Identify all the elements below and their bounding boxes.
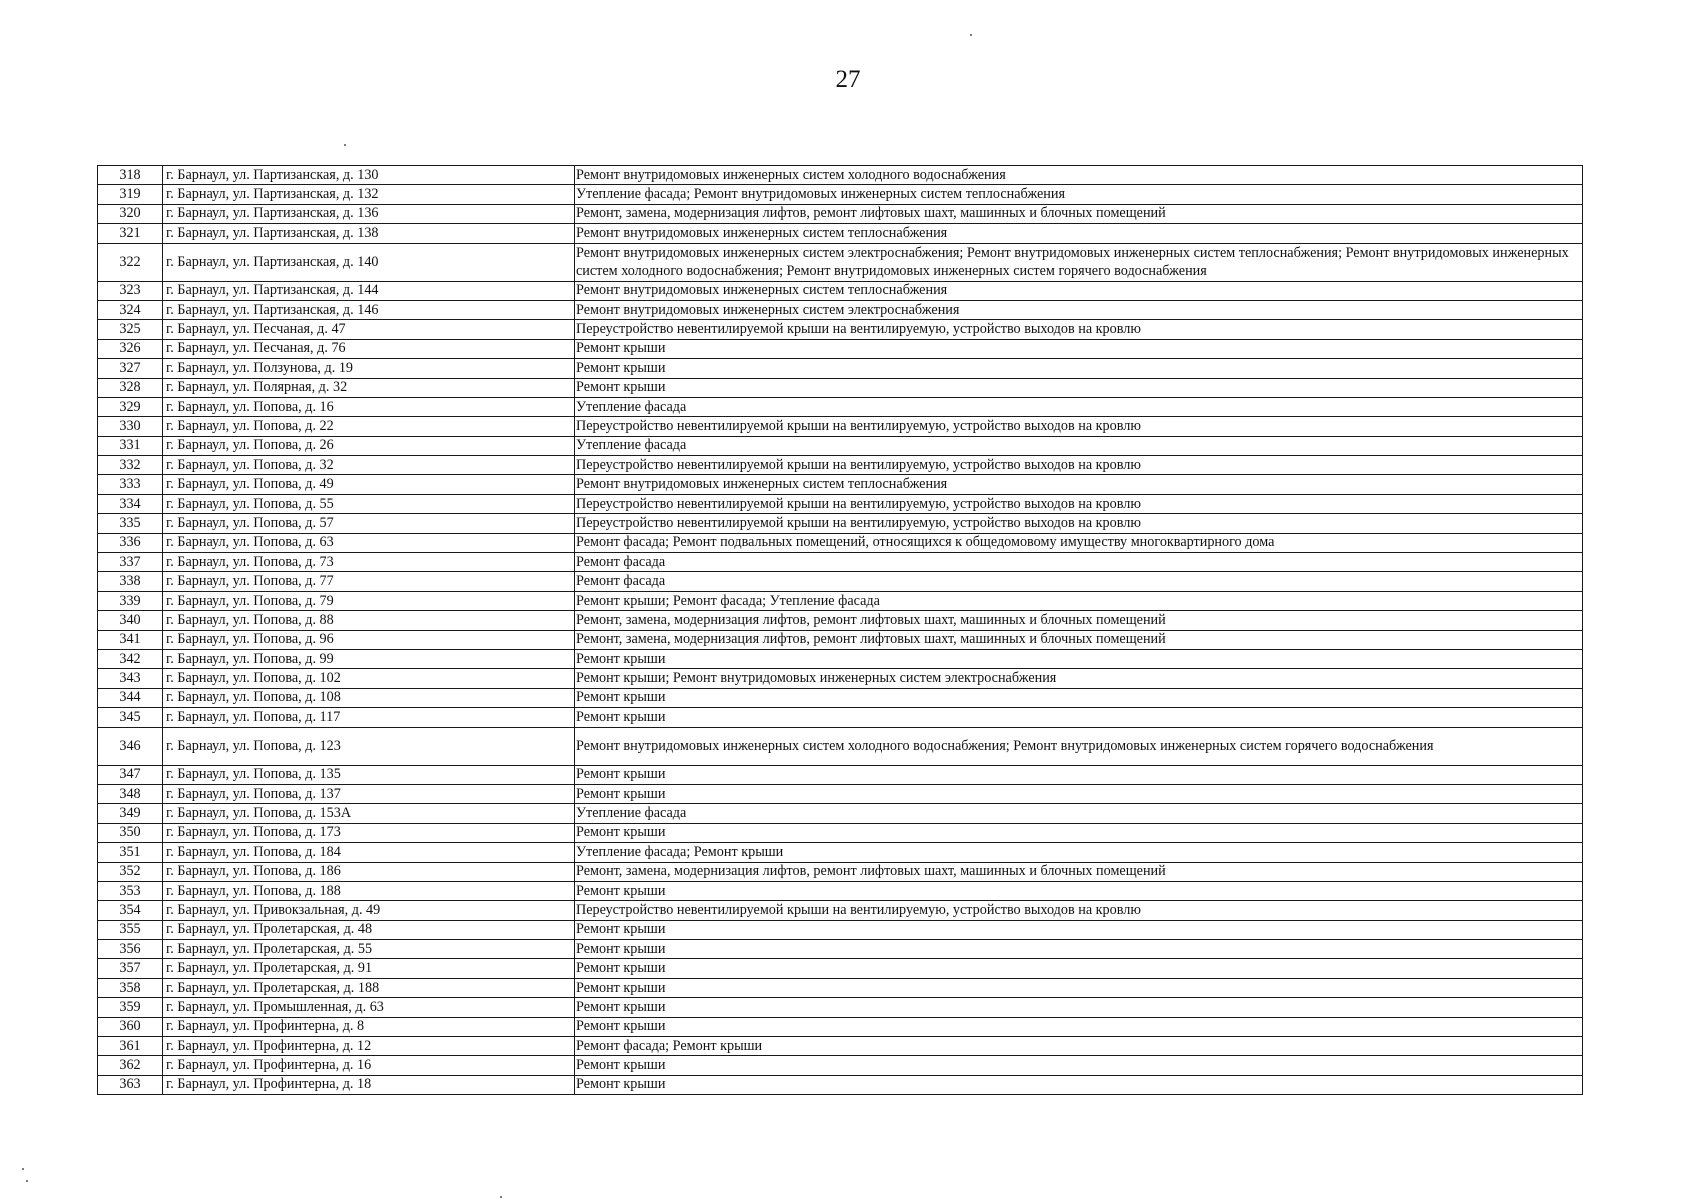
- row-number: 327: [98, 359, 163, 378]
- row-number: 337: [98, 553, 163, 572]
- row-number: 344: [98, 688, 163, 707]
- row-address: г. Барнаул, ул. Попова, д. 99: [163, 649, 575, 668]
- table-body: [98, 166, 1583, 1095]
- row-number: 329: [98, 397, 163, 416]
- row-number: 348: [98, 784, 163, 803]
- row-number: 354: [98, 901, 163, 920]
- row-number: 363: [98, 1075, 163, 1094]
- row-work: Ремонт крыши: [575, 1017, 1583, 1036]
- row-address: г. Барнаул, ул. Профинтерна, д. 12: [163, 1037, 575, 1056]
- row-address: г. Барнаул, ул. Попова, д. 26: [163, 436, 575, 455]
- row-address: г. Барнаул, ул. Попова, д. 137: [163, 784, 575, 803]
- table-row: [98, 1037, 1583, 1056]
- row-address: г. Барнаул, ул. Профинтерна, д. 18: [163, 1075, 575, 1094]
- row-number: 362: [98, 1056, 163, 1075]
- row-address: г. Барнаул, ул. Песчаная, д. 47: [163, 320, 575, 339]
- row-number: 355: [98, 920, 163, 939]
- row-work: Утепление фасада; Ремонт внутридомовых инженерных систем теплоснабжения: [575, 185, 1583, 204]
- row-number: 332: [98, 456, 163, 475]
- row-address: г. Барнаул, ул. Попова, д. 184: [163, 843, 575, 862]
- row-number: 351: [98, 843, 163, 862]
- row-number: 352: [98, 862, 163, 881]
- row-address: г. Барнаул, ул. Попова, д. 102: [163, 669, 575, 688]
- table-row: [98, 514, 1583, 533]
- table-row: [98, 611, 1583, 630]
- repair-table: [97, 165, 1583, 1095]
- row-address: г. Барнаул, ул. Попова, д. 32: [163, 456, 575, 475]
- row-work: Утепление фасада; Ремонт крыши: [575, 843, 1583, 862]
- row-work: Ремонт внутридомовых инженерных систем электроснабжения; Ремонт внутридомовых инженерных систем теплоснабжения; Ремонт внутридомовых инженерных систем холодного водоснабжения; Ремонт внутридомовых инженерных систем горячего водоснабжения: [575, 243, 1583, 281]
- row-work: Ремонт, замена, модернизация лифтов, ремонт лифтовых шахт, машинных и блочных помещений: [575, 630, 1583, 649]
- row-work: Ремонт крыши: [575, 378, 1583, 397]
- row-number: 342: [98, 649, 163, 668]
- row-work: Переустройство невентилируемой крыши на вентилируемую, устройство выходов на кровлю: [575, 901, 1583, 920]
- scan-speck: [500, 1196, 502, 1198]
- row-address: г. Барнаул, ул. Партизанская, д. 138: [163, 224, 575, 243]
- row-work: Ремонт внутридомовых инженерных систем теплоснабжения: [575, 281, 1583, 300]
- row-address: г. Барнаул, ул. Попова, д. 16: [163, 397, 575, 416]
- row-number: 357: [98, 959, 163, 978]
- row-address: г. Барнаул, ул. Пролетарская, д. 48: [163, 920, 575, 939]
- row-address: г. Барнаул, ул. Попова, д. 49: [163, 475, 575, 494]
- row-work: Ремонт внутридомовых инженерных систем холодного водоснабжения: [575, 166, 1583, 185]
- row-address: г. Барнаул, ул. Попова, д. 96: [163, 630, 575, 649]
- row-number: 347: [98, 765, 163, 784]
- row-address: г. Барнаул, ул. Полярная, д. 32: [163, 378, 575, 397]
- table-row: [98, 417, 1583, 436]
- row-work: Ремонт крыши; Ремонт внутридомовых инженерных систем электроснабжения: [575, 669, 1583, 688]
- table-row: [98, 591, 1583, 610]
- table-row: [98, 359, 1583, 378]
- row-number: 346: [98, 727, 163, 765]
- row-address: г. Барнаул, ул. Партизанская, д. 130: [163, 166, 575, 185]
- table-row: [98, 862, 1583, 881]
- row-number: 350: [98, 823, 163, 842]
- table-row: [98, 708, 1583, 727]
- table-row: [98, 688, 1583, 707]
- row-number: 335: [98, 514, 163, 533]
- table-row: [98, 804, 1583, 823]
- row-work: Ремонт, замена, модернизация лифтов, ремонт лифтовых шахт, машинных и блочных помещений: [575, 204, 1583, 223]
- row-address: г. Барнаул, ул. Пролетарская, д. 91: [163, 959, 575, 978]
- row-work: Ремонт крыши: [575, 688, 1583, 707]
- row-number: 333: [98, 475, 163, 494]
- row-work: Ремонт фасада; Ремонт подвальных помещений, относящихся к общедомовому имуществу многоквартирного дома: [575, 533, 1583, 552]
- row-work: Ремонт крыши: [575, 359, 1583, 378]
- row-address: г. Барнаул, ул. Попова, д. 173: [163, 823, 575, 842]
- table-row: [98, 959, 1583, 978]
- row-work: Ремонт, замена, модернизация лифтов, ремонт лифтовых шахт, машинных и блочных помещений: [575, 611, 1583, 630]
- table-row: [98, 166, 1583, 185]
- table-row: [98, 881, 1583, 900]
- row-address: г. Барнаул, ул. Партизанская, д. 132: [163, 185, 575, 204]
- row-number: 328: [98, 378, 163, 397]
- table-row: [98, 378, 1583, 397]
- table-row: [98, 204, 1583, 223]
- row-work: Ремонт крыши: [575, 940, 1583, 959]
- row-work: Переустройство невентилируемой крыши на вентилируемую, устройство выходов на кровлю: [575, 514, 1583, 533]
- table-row: [98, 436, 1583, 455]
- table-row: [98, 397, 1583, 416]
- row-address: г. Барнаул, ул. Промышленная, д. 63: [163, 998, 575, 1017]
- row-address: г. Барнаул, ул. Ползунова, д. 19: [163, 359, 575, 378]
- scan-speck: [344, 144, 346, 146]
- row-address: г. Барнаул, ул. Попова, д. 22: [163, 417, 575, 436]
- row-work: Ремонт крыши: [575, 881, 1583, 900]
- table-row: [98, 765, 1583, 784]
- row-work: Ремонт крыши: [575, 959, 1583, 978]
- row-work: Утепление фасада: [575, 804, 1583, 823]
- row-work: Ремонт крыши: [575, 339, 1583, 358]
- table-row: [98, 494, 1583, 513]
- row-work: Ремонт крыши: [575, 978, 1583, 997]
- table-row: [98, 1056, 1583, 1075]
- row-work: Ремонт внутридомовых инженерных систем теплоснабжения: [575, 224, 1583, 243]
- row-number: 318: [98, 166, 163, 185]
- row-number: 321: [98, 224, 163, 243]
- row-number: 336: [98, 533, 163, 552]
- row-address: г. Барнаул, ул. Попова, д. 63: [163, 533, 575, 552]
- table-row: [98, 300, 1583, 319]
- table-row: [98, 533, 1583, 552]
- scan-speck: [970, 34, 972, 36]
- row-work: Ремонт крыши: [575, 765, 1583, 784]
- row-address: г. Барнаул, ул. Партизанская, д. 144: [163, 281, 575, 300]
- row-work: Утепление фасада: [575, 397, 1583, 416]
- row-work: Ремонт крыши: [575, 649, 1583, 668]
- row-number: 334: [98, 494, 163, 513]
- row-work: Ремонт фасада; Ремонт крыши: [575, 1037, 1583, 1056]
- row-number: 361: [98, 1037, 163, 1056]
- row-number: 319: [98, 185, 163, 204]
- row-address: г. Барнаул, ул. Попова, д. 186: [163, 862, 575, 881]
- row-work: Ремонт крыши: [575, 920, 1583, 939]
- row-number: 339: [98, 591, 163, 610]
- row-work: Переустройство невентилируемой крыши на вентилируемую, устройство выходов на кровлю: [575, 417, 1583, 436]
- row-work: Ремонт внутридомовых инженерных систем холодного водоснабжения; Ремонт внутридомовых инженерных систем горячего водоснабжения: [575, 727, 1583, 765]
- row-number: 340: [98, 611, 163, 630]
- page-number: 27: [835, 66, 861, 93]
- row-number: 330: [98, 417, 163, 436]
- row-work: Ремонт крыши: [575, 998, 1583, 1017]
- row-number: 358: [98, 978, 163, 997]
- row-number: 326: [98, 339, 163, 358]
- row-address: г. Барнаул, ул. Попова, д. 73: [163, 553, 575, 572]
- row-address: г. Барнаул, ул. Попова, д. 55: [163, 494, 575, 513]
- row-work: Ремонт, замена, модернизация лифтов, ремонт лифтовых шахт, машинных и блочных помещений: [575, 862, 1583, 881]
- row-number: 331: [98, 436, 163, 455]
- row-work: Ремонт внутридомовых инженерных систем электроснабжения: [575, 300, 1583, 319]
- table-row: [98, 475, 1583, 494]
- row-address: г. Барнаул, ул. Попова, д. 77: [163, 572, 575, 591]
- row-work: Ремонт крыши: [575, 784, 1583, 803]
- table-row: [98, 185, 1583, 204]
- row-number: 360: [98, 1017, 163, 1036]
- table-row: [98, 669, 1583, 688]
- row-number: 325: [98, 320, 163, 339]
- row-number: 320: [98, 204, 163, 223]
- scan-speck: [22, 1168, 24, 1170]
- row-address: г. Барнаул, ул. Пролетарская, д. 55: [163, 940, 575, 959]
- row-address: г. Барнаул, ул. Попова, д. 88: [163, 611, 575, 630]
- row-address: г. Барнаул, ул. Попова, д. 188: [163, 881, 575, 900]
- row-work: Переустройство невентилируемой крыши на вентилируемую, устройство выходов на кровлю: [575, 494, 1583, 513]
- row-address: г. Барнаул, ул. Попова, д. 135: [163, 765, 575, 784]
- row-number: 322: [98, 243, 163, 281]
- row-number: 343: [98, 669, 163, 688]
- table-row: [98, 978, 1583, 997]
- table-row: [98, 940, 1583, 959]
- row-work: Ремонт крыши: [575, 1075, 1583, 1094]
- row-work: Переустройство невентилируемой крыши на вентилируемую, устройство выходов на кровлю: [575, 320, 1583, 339]
- table-row: [98, 630, 1583, 649]
- row-work: Ремонт фасада: [575, 553, 1583, 572]
- row-number: 345: [98, 708, 163, 727]
- row-address: г. Барнаул, ул. Профинтерна, д. 16: [163, 1056, 575, 1075]
- table-row: [98, 727, 1583, 765]
- row-address: г. Барнаул, ул. Попова, д. 57: [163, 514, 575, 533]
- table-row: [98, 920, 1583, 939]
- row-address: г. Барнаул, ул. Пролетарская, д. 188: [163, 978, 575, 997]
- row-work: Ремонт фасада: [575, 572, 1583, 591]
- table-row: [98, 1075, 1583, 1094]
- row-work: Ремонт внутридомовых инженерных систем теплоснабжения: [575, 475, 1583, 494]
- row-number: 356: [98, 940, 163, 959]
- row-work: Переустройство невентилируемой крыши на вентилируемую, устройство выходов на кровлю: [575, 456, 1583, 475]
- row-address: г. Барнаул, ул. Попова, д. 117: [163, 708, 575, 727]
- table-row: [98, 572, 1583, 591]
- table-row: [98, 456, 1583, 475]
- table-row: [98, 281, 1583, 300]
- row-work: Ремонт крыши: [575, 1056, 1583, 1075]
- row-work: Ремонт крыши: [575, 708, 1583, 727]
- row-number: 359: [98, 998, 163, 1017]
- table-row: [98, 553, 1583, 572]
- row-work: Утепление фасада: [575, 436, 1583, 455]
- table-row: [98, 339, 1583, 358]
- table-row: [98, 784, 1583, 803]
- row-work: Ремонт крыши; Ремонт фасада; Утепление фасада: [575, 591, 1583, 610]
- row-number: 353: [98, 881, 163, 900]
- table-row: [98, 998, 1583, 1017]
- table-row: [98, 1017, 1583, 1036]
- scan-speck: [26, 1180, 28, 1182]
- row-number: 341: [98, 630, 163, 649]
- row-address: г. Барнаул, ул. Профинтерна, д. 8: [163, 1017, 575, 1036]
- row-address: г. Барнаул, ул. Партизанская, д. 140: [163, 243, 575, 281]
- row-address: г. Барнаул, ул. Попова, д. 153А: [163, 804, 575, 823]
- row-work: Ремонт крыши: [575, 823, 1583, 842]
- row-number: 324: [98, 300, 163, 319]
- row-address: г. Барнаул, ул. Партизанская, д. 146: [163, 300, 575, 319]
- table-row: [98, 243, 1583, 281]
- row-address: г. Барнаул, ул. Привокзальная, д. 49: [163, 901, 575, 920]
- row-number: 338: [98, 572, 163, 591]
- table-row: [98, 823, 1583, 842]
- table-row: [98, 224, 1583, 243]
- row-address: г. Барнаул, ул. Попова, д. 108: [163, 688, 575, 707]
- table-row: [98, 649, 1583, 668]
- table-row: [98, 901, 1583, 920]
- table-row: [98, 843, 1583, 862]
- row-number: 349: [98, 804, 163, 823]
- row-number: 323: [98, 281, 163, 300]
- row-address: г. Барнаул, ул. Партизанская, д. 136: [163, 204, 575, 223]
- row-address: г. Барнаул, ул. Попова, д. 123: [163, 727, 575, 765]
- row-address: г. Барнаул, ул. Песчаная, д. 76: [163, 339, 575, 358]
- row-address: г. Барнаул, ул. Попова, д. 79: [163, 591, 575, 610]
- table-row: [98, 320, 1583, 339]
